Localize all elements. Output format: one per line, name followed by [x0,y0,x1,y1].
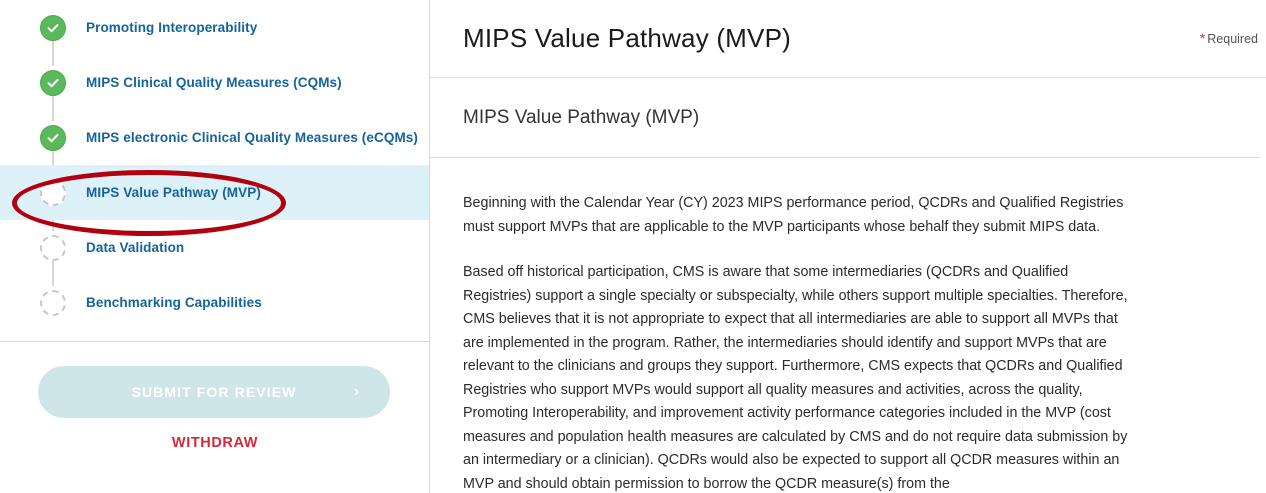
required-label: Required [1207,32,1258,46]
sidebar-item-label: MIPS Value Pathway (MVP) [86,185,261,200]
sidebar-item-mips-cqms[interactable] [0,55,429,110]
required-indicator [1200,30,1258,46]
pending-circle-icon [40,180,66,206]
check-circle-icon [40,125,66,151]
sidebar-item-data-validation[interactable] [0,220,429,275]
body-paragraph: Beginning with the Calendar Year (CY) 2023 MIPS performance period, QCDRs and Qualified Registries must support MVPs that are applicable to the MVP participants whose behalf they submit MIPS data. [463,195,1124,235]
sidebar-item-label: MIPS Clinical Quality Measures (CQMs) [86,75,342,90]
submit-button-label: SUBMIT FOR REVIEW [131,384,297,400]
section-title: MIPS Value Pathway (MVP) [463,106,700,128]
check-circle-icon [40,15,66,41]
progress-step-list [0,0,429,330]
sidebar-item-mips-ecqms[interactable] [0,110,429,165]
sidebar-divider [0,341,430,342]
pending-circle-icon [40,235,66,261]
body-paragraph: Based off historical participation, CMS is aware that some intermediaries (QCDRs and Qualified Registries) support a single specialty or subspecialty, while others support multiple specialties. Therefore, CMS believes that it is not appropriate to expect that all intermediaries are able to support all MVPs that are implemented in the program. Rather, the intermediaries should identify and support MVPs that are relevant to the clinicians and groups they support. Furthermore, CMS expects that QCDRs and Qualified Registries who support MVPs would support all quality measures and activities, across the quality, Promoting Interoperability, and improvement activity performance categories included in the MVP (cost measures and population health measures are calculated by CMS and do not require data submission by an intermediary or a clinician). QCDRs would also be expected to support all QCDR measures within an MVP and should obtain permission to borrow the QCDR measure(s) from the [463,264,1128,492]
section-header [430,78,1260,158]
sidebar-item-label: Data Validation [86,240,185,255]
sidebar-item-label: Promoting Interoperability [86,20,258,35]
submit-for-review-button[interactable] [38,366,390,418]
withdraw-button[interactable]: WITHDRAW [0,434,430,452]
main-content [430,0,1266,493]
pending-circle-icon [40,290,66,316]
sidebar-item-label: MIPS electronic Clinical Quality Measures (eCQMs) [86,130,418,145]
check-circle-icon [40,70,66,96]
required-asterisk-icon: * [1199,30,1206,46]
sidebar-item-mips-value-pathway[interactable] [0,165,429,220]
sidebar-item-label: Benchmarking Capabilities [86,295,262,310]
sidebar-item-benchmarking-capabilities[interactable] [0,275,429,330]
sidebar [0,0,430,493]
chevron-right-icon: › [353,383,360,400]
section-body [430,158,1170,493]
sidebar-item-promoting-interoperability[interactable] [0,0,429,55]
page-header [430,0,1266,78]
page-title: MIPS Value Pathway (MVP) [463,23,791,53]
